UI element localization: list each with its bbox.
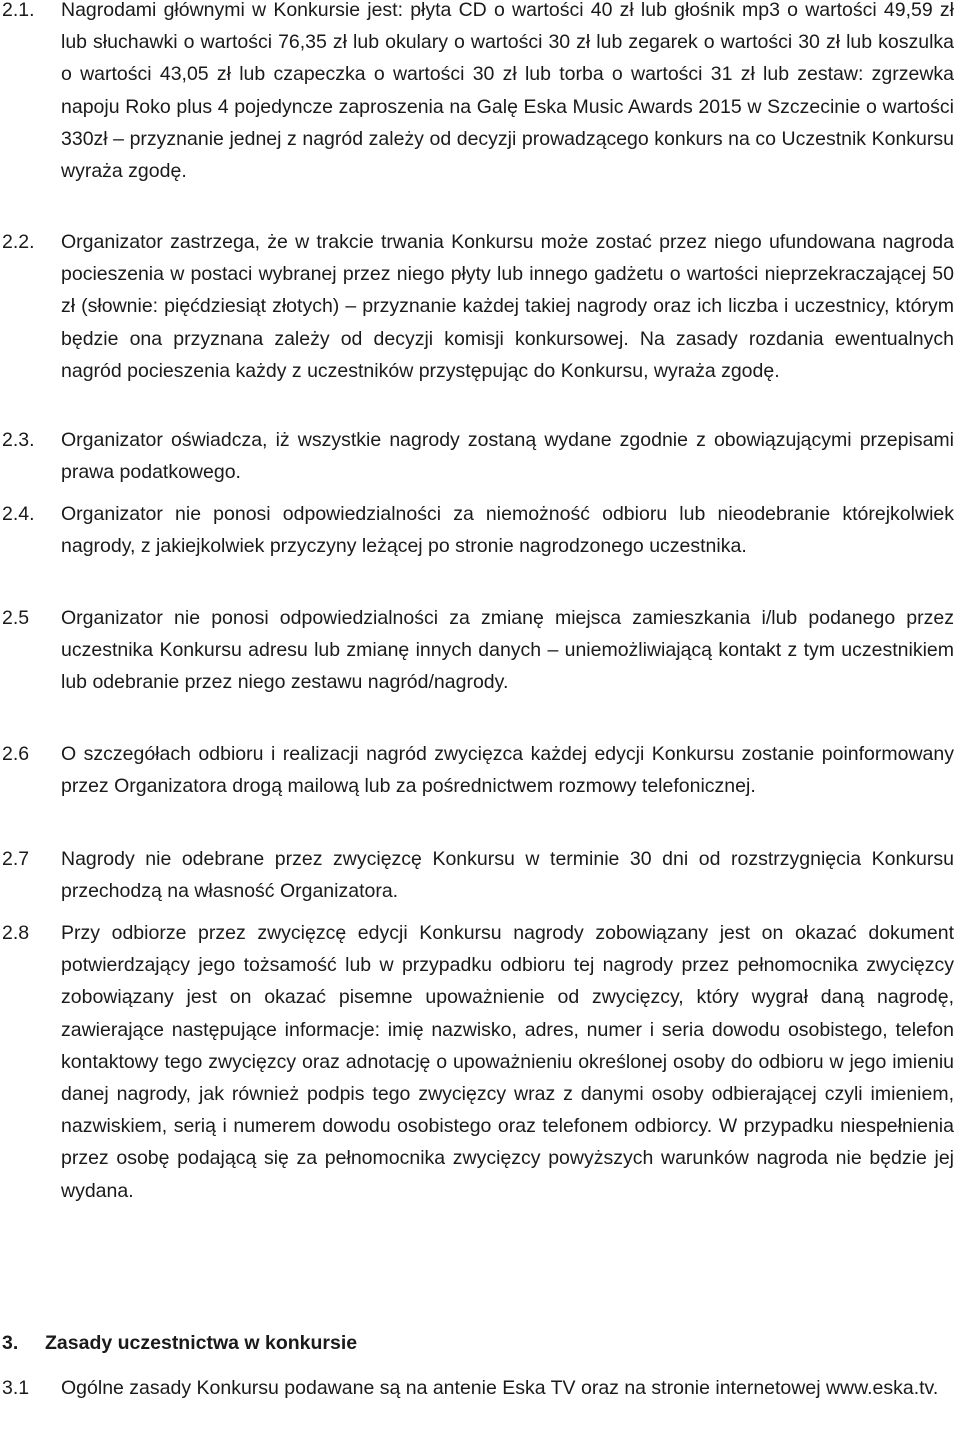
paragraph-number: 2.3. xyxy=(2,429,35,451)
paragraph-2-3 xyxy=(0,424,960,488)
paragraph-text: Ogólne zasady Konkursu podawane są na antenie Eska TV oraz na stronie internetowej www.eska.tv. xyxy=(61,1377,939,1399)
paragraph-text: Organizator zastrzega, że w trakcie trwania Konkursu może zostać przez niego ufundowana nagroda pocieszenia w postaci wybranej przez niego płyty lub innego gadżetu o wartości nieprzekraczającej 50 zł (słownie: pięćdziesiąt złotych) – przyznanie każdej takiej nagrody oraz ich liczba i uczestnicy, którym będzie ona przyznana zależy od decyzji komisji konkursowej. Na zasady rozdania ewentualnych nagród pocieszenia każdy z uczestników przystępując do Konkursu, wyraża zgodę. xyxy=(61,231,954,382)
paragraph-2-7 xyxy=(0,843,960,907)
paragraph-number: 2.6 xyxy=(2,743,30,765)
paragraph-2-4 xyxy=(0,498,960,562)
paragraph-number: 2.5 xyxy=(2,607,30,629)
paragraph-3-1 xyxy=(0,1372,960,1404)
section-heading-3 xyxy=(0,1327,960,1359)
paragraph-2-2 xyxy=(0,226,960,387)
paragraph-text: Organizator nie ponosi odpowiedzialności za niemożność odbioru lub nieodebranie którejkolwiek nagrody, z jakiejkolwiek przyczyny leżącej po stronie nagrodzonego uczestnika. xyxy=(61,503,954,558)
paragraph-text: Organizator oświadcza, iż wszystkie nagrody zostaną wydane zgodnie z obowiązującymi przepisami prawa podatkowego. xyxy=(61,429,954,484)
paragraph-2-8 xyxy=(0,917,960,1207)
paragraph-number: 3.1 xyxy=(2,1377,30,1399)
paragraph-number: 2.7 xyxy=(2,848,30,870)
paragraph-number: 2.2. xyxy=(2,231,35,253)
paragraph-text: Przy odbiorze przez zwycięzcę edycji Konkursu nagrody zobowiązany jest on okazać dokument potwierdzający jego tożsamość lub w przypadku odbioru tej nagrody przez pełnomocnika zwycięzcy zobowiązany jest on okazać pisemne upoważnienie od zwycięzcy, który wygrał daną nagrodę, zawierające następujące informacje: imię nazwisko, adres, numer i seria dowodu osobistego, telefon kontaktowy tego zwycięzcy oraz adnotację o upoważnieniu określonej osoby do odbioru w jego imieniu danej nagrody, jak również podpis tego zwycięzcy wraz z danymi osoby odbierającej czyli imieniem, nazwiskiem, serią i numerem dowodu osobistego oraz telefonem odbiorcy. W przypadku niespełnienia przez osobę podającą się za pełnomocnika zwycięzcy powyższych warunków nagroda nie będzie jej wydana. xyxy=(61,922,954,1202)
section-title: Zasady uczestnictwa w konkursie xyxy=(45,1332,358,1354)
paragraph-text: Nagrody nie odebrane przez zwycięzcę Konkursu w terminie 30 dni od rozstrzygnięcia Konkursu przechodzą na własność Organizatora. xyxy=(61,848,954,903)
paragraph-text: O szczegółach odbioru i realizacji nagród zwycięzca każdej edycji Konkursu zostanie poinformowany przez Organizatora drogą mailową lub za pośrednictwem rozmowy telefonicznej. xyxy=(61,743,954,798)
paragraph-text: Organizator nie ponosi odpowiedzialności za zmianę miejsca zamieszkania i/lub podanego przez uczestnika Konkursu adresu lub zmianę innych danych – uniemożliwiającą kontakt z tym uczestnikiem lub odebranie przez niego zestawu nagród/nagrody. xyxy=(61,607,954,694)
section-number: 3. xyxy=(2,1332,19,1354)
paragraph-2-1 xyxy=(0,0,960,187)
paragraph-number: 2.4. xyxy=(2,503,35,525)
paragraph-2-5 xyxy=(0,602,960,699)
paragraph-number: 2.1. xyxy=(2,0,35,21)
paragraph-number: 2.8 xyxy=(2,922,30,944)
paragraph-2-6 xyxy=(0,738,960,802)
paragraph-text: Nagrodami głównymi w Konkursie jest: płyta CD o wartości 40 zł lub głośnik mp3 o wartości 49,59 zł lub słuchawki o wartości 76,35 zł lub okulary o wartości 30 zł lub zegarek o wartości 30 zł lub koszulka o wartości 43,05 zł lub czapeczka o wartości 30 zł lub torba o wartości 31 zł lub zestaw: zgrzewka napoju Roko plus 4 pojedyncze zaproszenia na Galę Eska Music Awards 2015 w Szczecinie o wartości 330zł – przyznanie jednej z nagród zależy od decyzji prowadzącego konkurs na co Uczestnik Konkursu wyraża zgodę. xyxy=(61,0,954,183)
